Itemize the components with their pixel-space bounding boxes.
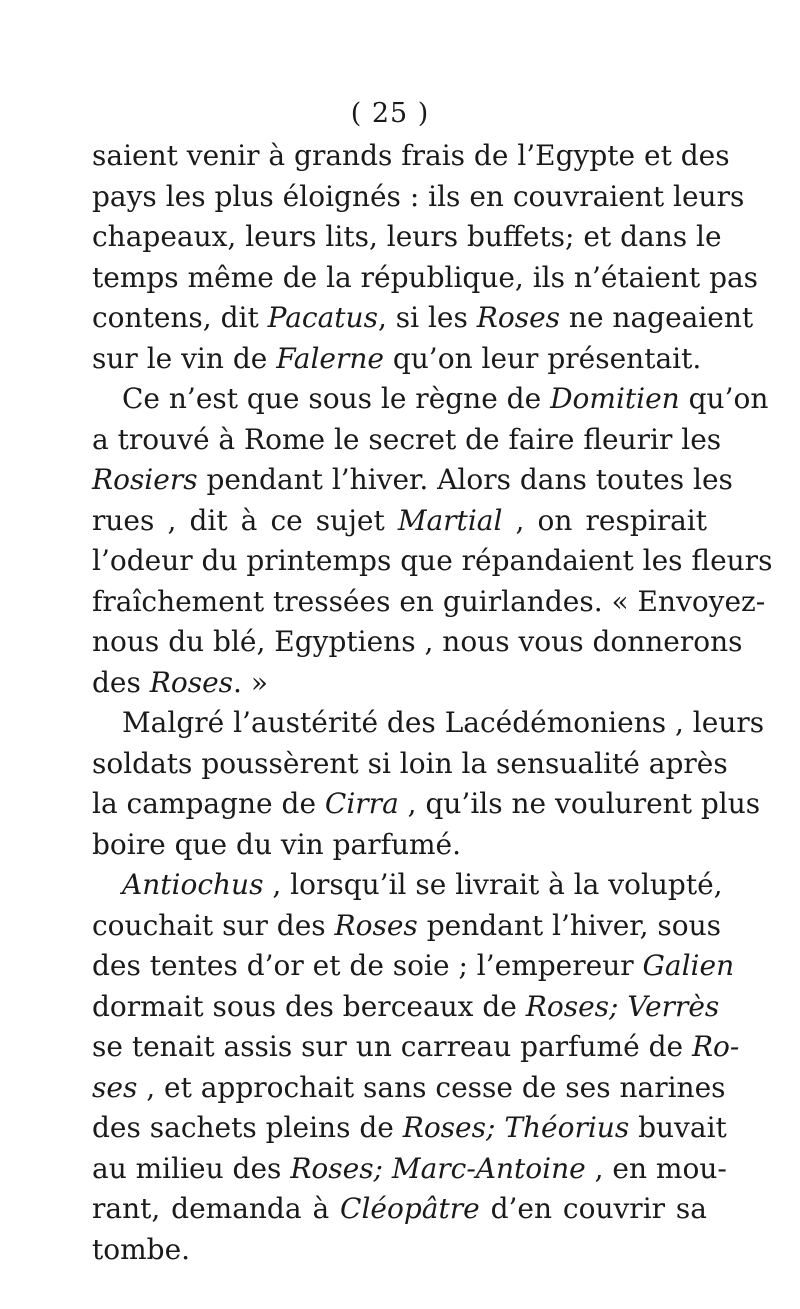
text-line (92, 744, 728, 785)
italic-text: Roses (476, 301, 561, 334)
text-run: pendant l’hiver, sous (417, 908, 721, 942)
italic-text: Domitien (550, 382, 680, 415)
text-run: pays les plus éloignés : ils en couvraient leurs (92, 179, 745, 213)
italic-text: Roses; Verrès (525, 989, 720, 1023)
text-line (92, 1149, 727, 1190)
text-run: boire que du vin parfumé. (92, 827, 462, 861)
text-line (92, 501, 707, 542)
text-line (92, 1108, 727, 1149)
text-line (92, 541, 773, 582)
text-run: qu’on (679, 382, 769, 415)
text-run: saient venir à grands frais de l’Egypte et des (92, 139, 730, 172)
italic-text: Roses (149, 665, 234, 699)
italic-text: Cirra (324, 787, 399, 820)
text-run: , en mou- (585, 1151, 727, 1185)
text-run: , lorsqu’il se livrait à la volupté, (263, 868, 723, 901)
text-line (92, 622, 743, 663)
text-line (92, 784, 761, 825)
text-run: a trouvé à Rome le secret de faire fleurir les (92, 422, 722, 456)
text-run: l’odeur du printemps que répandaient les fleurs (92, 544, 773, 577)
text-run: nous du blé, Egyptiens , nous vous donnerons (92, 625, 743, 658)
italic-text: Galien (642, 949, 735, 982)
italic-text: Roses (334, 908, 418, 942)
text-run: rues , dit à ce sujet (92, 503, 398, 537)
text-run: se tenait assis sur un carreau parfumé de (92, 1030, 692, 1063)
text-run: dormait sous des berceaux de (92, 989, 526, 1023)
text-run: chapeaux, leurs lits, leurs buffets; et dans le (92, 220, 722, 253)
text-line (92, 703, 765, 744)
italic-text: Martial (397, 503, 503, 537)
text-run: la campagne de (92, 787, 325, 820)
text-run: sur le vin de (92, 341, 277, 375)
body-text (92, 136, 773, 1270)
text-line (92, 136, 730, 177)
page-number: ( 25 ) (350, 98, 430, 129)
text-run: , et approchait sans cesse de ses narines (137, 1070, 726, 1104)
italic-text: Rosiers (92, 463, 198, 496)
text-line (92, 217, 722, 258)
italic-text: ses (92, 1070, 138, 1104)
italic-text: Roses; Théorius (402, 1111, 630, 1144)
text-line (92, 946, 735, 987)
text-run: qu’on leur présentait. (383, 341, 702, 375)
text-line (92, 865, 723, 906)
text-run: d’en couvrir sa (479, 1192, 707, 1225)
text-run: tombe. (92, 1232, 191, 1266)
text-line (92, 1230, 707, 1271)
text-line (92, 1189, 707, 1230)
text-run: , si les (377, 301, 477, 334)
text-line (92, 420, 722, 461)
italic-text: Pacatus (267, 301, 378, 334)
italic-text: Cléopâtre (340, 1192, 480, 1225)
italic-text: Ro- (691, 1030, 740, 1063)
italic-text: Antiochus (122, 868, 264, 901)
italic-text: Roses; Marc-Antoine (290, 1151, 586, 1185)
text-line (92, 987, 720, 1028)
text-run: couchait sur des (92, 908, 335, 942)
text-run: ne nageaient (560, 301, 754, 334)
text-line (92, 460, 733, 501)
text-run: pendant l’hiver. Alors dans toutes les (197, 463, 733, 496)
text-line (92, 906, 721, 947)
text-run: Ce n’est que sous le règne de (122, 382, 551, 415)
text-line (92, 663, 707, 704)
text-line (92, 339, 707, 380)
text-run: des (92, 665, 150, 699)
text-run: . » (233, 665, 268, 699)
text-line (92, 1027, 740, 1068)
italic-text: Falerne (276, 341, 384, 375)
text-run: au milieu des (92, 1151, 291, 1185)
text-line (92, 177, 745, 218)
text-run: rant, demanda à (92, 1192, 341, 1225)
text-line (92, 298, 754, 339)
text-line (92, 825, 707, 866)
text-run: temps même de la république, ils n’étaient pas (92, 260, 759, 294)
text-run: , qu’ils ne voulurent plus (398, 787, 761, 820)
text-run: contens, dit (92, 301, 268, 334)
text-line (92, 582, 766, 623)
text-run: des sachets pleins de (92, 1111, 403, 1144)
text-line (92, 1068, 726, 1109)
text-run: soldats poussèrent si loin la sensualité après (92, 746, 728, 780)
text-line (92, 258, 759, 299)
text-run: , on respirait (502, 503, 707, 537)
text-run: fraîchement tressées en guirlandes. « Envoyez- (92, 584, 766, 618)
text-run: Malgré l’austérité des Lacédémoniens , leurs (122, 706, 765, 739)
text-run: des tentes d’or et de soie ; l’empereur (92, 949, 643, 982)
text-run: buvait (629, 1111, 727, 1144)
text-line (92, 379, 769, 420)
